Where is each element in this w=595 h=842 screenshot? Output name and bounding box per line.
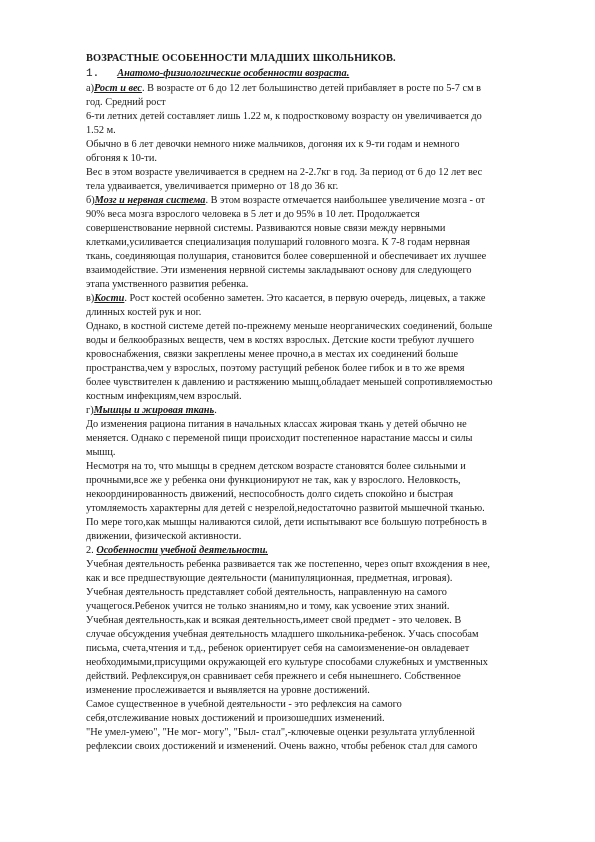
text-line: тела удваивается, увеличивается примерно от 18 до 36 кг. [86,181,339,192]
text-line: год. Средний рост [86,97,166,108]
text-line: этапа умственного развития ребенка. [86,279,249,290]
text-line: Однако, в костной системе детей по-прежнему меньше неорганических соединений, больше [86,321,493,332]
subsection-c-first-line [86,292,539,306]
text-line: . Рост костей особенно заметен. Это касается, в первую очередь, лицевых, а также [124,293,486,304]
subsection-d-suffix: . [214,405,217,416]
document-title: ВОЗРАСТНЫЕ ОСОБЕННОСТИ МЛАДШИХ ШКОЛЬНИКОВ. [86,53,396,64]
subsection-a-first-line [86,82,539,96]
subsection-b [86,194,539,292]
text-line: Учебная деятельность,как и всякая деятельность,имеет свой предмет - это человек. В [86,615,462,626]
text-line: учащегося.Ребенок учится не только знаниям,но и тому, как усвоение этих знаний. [86,601,450,612]
text-line: костным инфекциям,чем взрослый. [86,391,242,402]
text-line: Учебная деятельность ребенка развивается так же постепенно, через опыт вхождения в нее, [86,559,490,570]
text-line: письма, счета,чтения и т.д., ребенок ориентирует себя на самоизменение-он овладевает [86,643,470,654]
text-line: Вес в этом возрасте увеличивается в среднем на 2-2.7кг в год. За период от 6 до 12 лет вес [86,167,483,178]
section-1-heading [86,66,539,82]
text-line: себя,отслеживание новых достижений и произошедших изменений. [86,713,385,724]
text-line: изменение прослеживается и выявляется на уровне достижений. [86,685,370,696]
text-line: . В этом возрасте отмечается наибольшее увеличение мозга - от [205,195,485,206]
text-line: кровоснабжения, связки закреплены менее прочно,а в местах их соединений больше [86,349,459,360]
subsection-a [86,82,539,194]
subsection-d-prefix: г) [86,405,94,416]
subsection-a-heading: Рост и вес [94,83,142,94]
text-line: движении, физической активности. [86,531,242,542]
text-line: необходимыми,присущими окружающей его культуре способами служебных и умственных [86,657,488,668]
subsection-b-first-line [86,194,539,208]
text-line: более чувствителен к давлению и растяжению мышц,обладает меньшей сопротивляемостью [86,377,493,388]
subsection-b-prefix: б) [86,195,95,206]
text-line: совершенствование нервной системы. Развиваются новые связи между нервными [86,223,446,234]
text-line: Самое существенное в учебной деятельности - это рефлексия на самого [86,699,402,710]
text-line: Обычно в 6 лет девочки немного ниже мальчиков, догоняя их к 9-ти годам и немного [86,139,460,150]
text-line: обгоняя к 10-ти. [86,153,157,164]
text-line: По мере того,как мышцы наливаются силой, дети испытывают все большую потребность в [86,517,487,528]
section-2-heading [86,544,539,558]
text-line: 90% веса мозга взрослого человека в 5 лет и до 95% в 10 лет. Продолжается [86,209,420,220]
text-line: мышц. [86,447,116,458]
section-2-title: Особенности учебной деятельности. [96,545,269,556]
text-line: случае обсуждения учебная деятельность младшего школьника-ребенок. Учась способам [86,629,479,640]
section-2-body [86,558,539,754]
section-1-number: 1. [86,68,100,80]
text-line: "Не умел-умею", "Не мог- могу", "Был- стал",-ключевые оценки результата углубленной [86,727,475,738]
text-line: воды и белкообразных веществ, чем в костях взрослых. Детские кости требуют лучшего [86,335,475,346]
text-line: пространства,чем у взрослых, поэтому растущий ребенок более гибок и в то же время [86,363,465,374]
text-line: как и все предшествующие деятельности (манипуляционная, предметная, игровая). [86,573,453,584]
subsection-b-heading: Мозг и нервная система [94,195,206,206]
text-line: действий. Рефлексируя,он сравнивает себя прежнего и себя нынешнего. Собственное [86,671,461,682]
text-line: До изменения рациона питания в начальных классах жировая ткань у детей обычно не [86,419,467,430]
text-line: взаимодействие. Эти изменения нервной системы закладывают основу для следующего [86,265,472,276]
subsection-a-prefix: а) [86,83,94,94]
subsection-d-heading: Мышцы и жировая ткань [93,405,215,416]
text-line: рефлексии своих достижений и изменений. Очень важно, чтобы ребенок стал для самого [86,741,478,752]
text-line: 6-ти летних детей составляет лишь 1.22 м, к подростковому возрасту он увеличивается до [86,111,482,122]
subsection-c-heading: Кости [94,293,125,304]
text-line: 1.52 м. [86,125,116,136]
text-line: меняется. Однако с переменой пищи происходит постепенное нарастание массы и силы [86,433,473,444]
text-line: прочными,все же у ребенка они функционируют не так, как у взрослого. Неловкость, [86,475,461,486]
text-line: . В возрасте от 6 до 12 лет большинство детей прибавляет в росте по 5-7 см в [142,83,482,94]
subsection-d [86,404,539,544]
text-line: утомляемость характерны для детей с незрелой,недостаточно развитой мышечной тканью. [86,503,485,514]
section-1-title: Анатомо-физиологические особенности возраста. [117,68,350,79]
text-line: ткань, соединяющая полушария, становится более совершенной и обеспечивает их лучшее [86,251,487,262]
text-line: Несмотря на то, что мышцы в среднем детском возрасте становятся более сильными и [86,461,466,472]
subsection-c-prefix: в) [86,293,95,304]
subsection-c [86,292,539,404]
text-line: некоординированность движений, неспособность долго сидеть спокойно и быстрая [86,489,454,500]
text-line: длинных костей рук и ног. [86,307,202,318]
section-2-number: 2. [86,545,94,556]
text-line: клетками,усиливается специализация полушарий головного мозга. К 7-8 годам нервная [86,237,471,248]
text-line: Учебная деятельность представляет собой деятельность, направленную на самого [86,587,447,598]
subsection-d-first-line [86,404,539,418]
